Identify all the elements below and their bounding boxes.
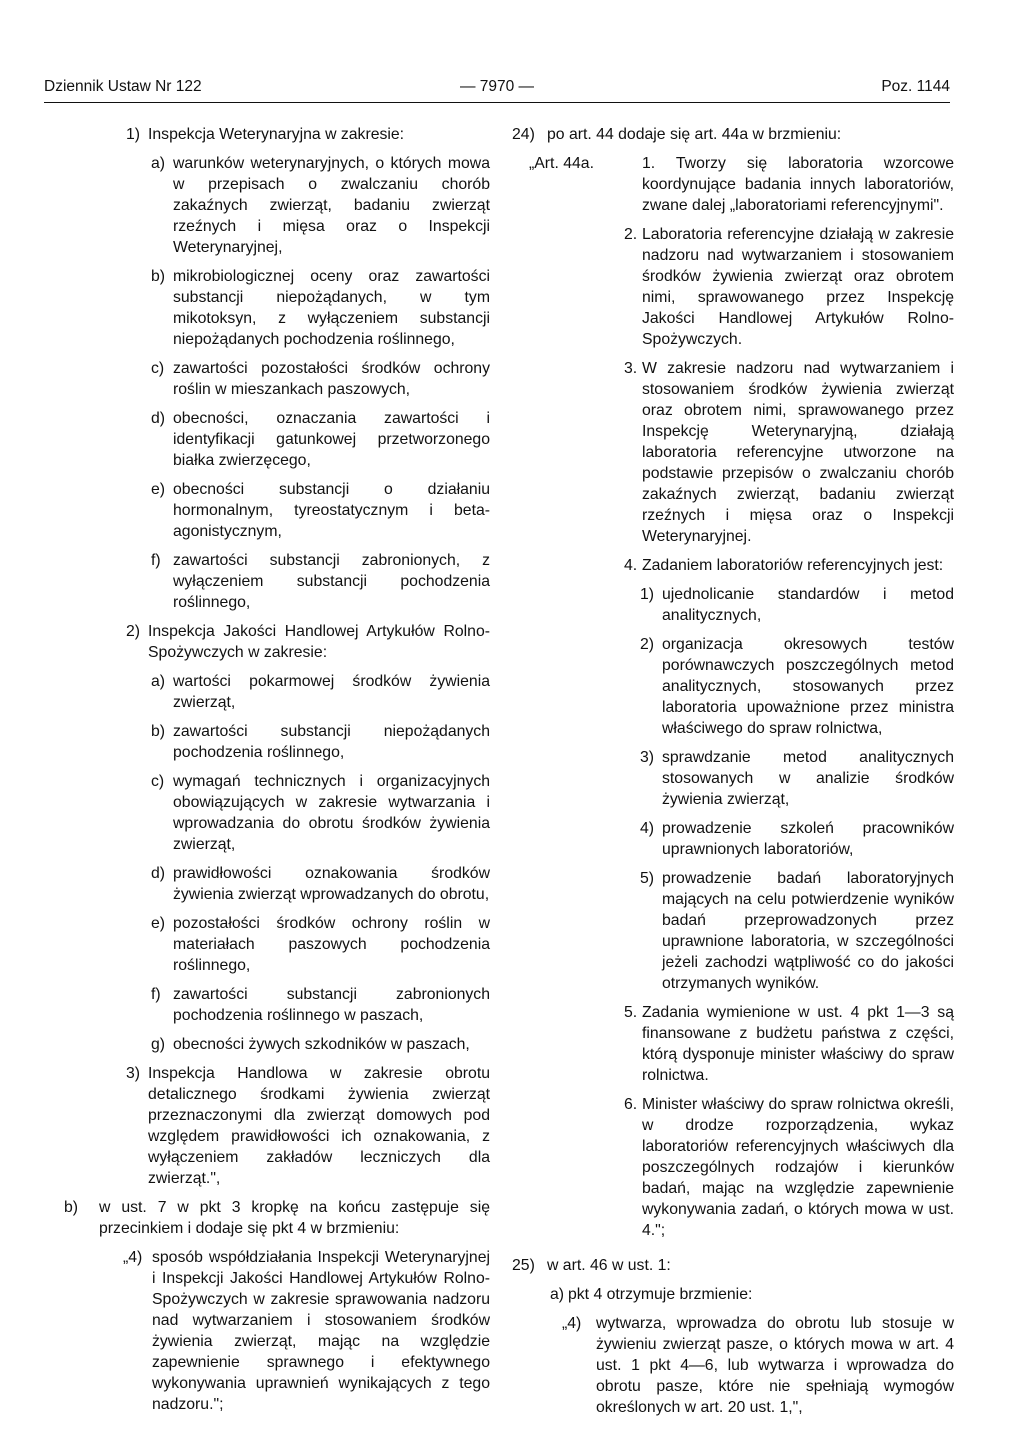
item-marker: b) bbox=[64, 1199, 79, 1216]
item-text: zawartości substancji zabronionych, z wyłączeniem substancji pochodzenia roślinnego, bbox=[173, 552, 490, 611]
article-text: 1. Tworzy się laboratoria wzorcowe koordynujące badania innych laboratoriów, zwane dalej „laboratoriami referencyjnymi". bbox=[642, 155, 954, 214]
item-text: Laboratoria referencyjne działają w zakresie nadzoru nad wytwarzaniem i stosowaniem środków żywienia zwierząt oraz obrotem nimi, sprawowanego przez Inspekcję Jakości Handlowej Artykułów Rolno-Spożywczych. bbox=[642, 226, 954, 348]
position-number: Poz. 1144 bbox=[881, 78, 950, 95]
article-44a-4 bbox=[512, 555, 954, 576]
item-marker: b) bbox=[151, 723, 166, 740]
list-item bbox=[64, 1034, 490, 1055]
item-text: Zadaniem laboratoriów referencyjnych jest: bbox=[642, 557, 944, 574]
item-marker: 4. bbox=[624, 557, 638, 574]
item-text: obecności żywych szkodników w paszach, bbox=[173, 1036, 470, 1053]
page-header bbox=[44, 76, 950, 103]
item-text: w ust. 7 w pkt 3 kropkę na końcu zastępuje się przecinkiem i dodaje się pkt 4 w brzmieniu: bbox=[99, 1199, 490, 1237]
list-item bbox=[64, 671, 490, 713]
item-text: pkt 4 otrzymuje brzmienie: bbox=[568, 1286, 753, 1303]
item-text: obecności substancji o działaniu hormonalnym, tyreostatycznym i beta-agonistycznym, bbox=[173, 481, 490, 540]
list-item bbox=[64, 358, 490, 400]
point-25 bbox=[512, 1255, 954, 1276]
article-44a-2 bbox=[512, 224, 954, 350]
item-text: Minister właściwy do spraw rolnictwa określi, w drodze rozporządzenia, wykaz laboratoriów referencyjnych właściwych dla poszczególnych rodzajów i kierunków badań, mając na względzie zapewnienie wykonywania zadań, o których mowa w ust. 4."; bbox=[642, 1096, 954, 1239]
list-item bbox=[64, 479, 490, 542]
item-text: wymagań technicznych i organizacyjnych obowiązujących w zakresie wytwarzania i wprowadzania do obrotu środków żywienia zwierząt, bbox=[173, 773, 490, 853]
item-marker: e) bbox=[151, 915, 166, 932]
item-marker: 2) bbox=[640, 636, 655, 653]
item-marker: 1) bbox=[640, 586, 655, 603]
page-number: — 7970 — bbox=[459, 78, 535, 95]
item-marker: b) bbox=[151, 268, 166, 285]
list-item bbox=[64, 984, 490, 1026]
item-marker: a) bbox=[550, 1286, 565, 1303]
quoted-point-4 bbox=[64, 1247, 490, 1415]
point-marker: 1) bbox=[126, 126, 141, 143]
article-44a-6 bbox=[512, 1094, 954, 1241]
list-item bbox=[64, 771, 490, 855]
item-marker: c) bbox=[151, 360, 165, 377]
item-text: wartości pokarmowej środków żywienia zwierząt, bbox=[173, 673, 490, 711]
item-text: zawartości pozostałości środków ochrony roślin w mieszankach paszowych, bbox=[173, 360, 490, 398]
item-text: Zadania wymienione w ust. 4 pkt 1—3 są finansowane z budżetu państwa z części, którą dysponuje minister właściwy do spraw rolnictwa. bbox=[642, 1004, 954, 1084]
item-marker: „4) bbox=[123, 1249, 143, 1266]
item-text: organizacja okresowych testów porównawczych poszczególnych metod analitycznych, stosowanych przez laboratoria upoważnione przez ministra właściwego do spraw rolnictwa, bbox=[662, 636, 954, 737]
item-text: warunków weterynaryjnych, o których mowa w przepisach o zwalczaniu chorób zakaźnych zwierząt, badaniu zwierząt rzeźnych i mięsa oraz o Inspekcji Weterynaryjnej, bbox=[173, 155, 490, 256]
point-text: po art. 44 dodaje się art. 44a w brzmieniu: bbox=[547, 126, 842, 143]
right-column bbox=[512, 124, 954, 1426]
list-item bbox=[64, 550, 490, 613]
item-marker: „4) bbox=[562, 1315, 582, 1332]
item-text: W zakresie nadzoru nad wytwarzaniem i stosowaniem środków żywienia zwierząt oraz obrotem nimi, sprawowanego przez Inspekcję Weterynaryjną, działają laboratoria referencyjne utworzone na podstawie przepisów o zwalczaniu chorób zakaźnych zwierząt, badaniu zwierząt rzeźnych i mięsa oraz o Inspekcji Weterynaryjnej. bbox=[642, 360, 954, 545]
list-item bbox=[64, 266, 490, 350]
list-item bbox=[512, 868, 954, 994]
amendment-b bbox=[64, 1197, 490, 1239]
point-text: w art. 46 w ust. 1: bbox=[547, 1257, 671, 1274]
item-text: prawidłowości oznakowania środków żywienia zwierząt wprowadzanych do obrotu, bbox=[173, 865, 490, 903]
item-text: mikrobiologicznej oceny oraz zawartości substancji niepożądanych, w tym mikotoksyn, z wyłączeniem substancji niepożądanych pochodzenia roślinnego, bbox=[173, 268, 490, 348]
amendment-a bbox=[512, 1284, 954, 1305]
list-item bbox=[64, 721, 490, 763]
point-1 bbox=[64, 124, 490, 145]
item-marker: d) bbox=[151, 410, 166, 427]
point-24 bbox=[512, 124, 954, 145]
point-text: Inspekcja Jakości Handlowej Artykułów Rolno-Spożywczych w zakresie: bbox=[148, 623, 490, 661]
point-marker: 2) bbox=[126, 623, 141, 640]
item-text: zawartości substancji niepożądanych pochodzenia roślinnego, bbox=[173, 723, 490, 761]
item-text: obecności, oznaczania zawartości i identyfikacji gatunkowej przetworzonego białka zwierzęcego, bbox=[173, 410, 490, 469]
item-marker: 3. bbox=[624, 360, 638, 377]
list-item bbox=[64, 863, 490, 905]
item-marker: c) bbox=[151, 773, 165, 790]
item-marker: g) bbox=[151, 1036, 166, 1053]
item-marker: 4) bbox=[640, 820, 655, 837]
point-marker: 3) bbox=[126, 1065, 141, 1082]
quoted-point-4 bbox=[512, 1313, 954, 1418]
article-44a-3 bbox=[512, 358, 954, 547]
item-marker: 5) bbox=[640, 870, 655, 887]
list-item bbox=[512, 634, 954, 739]
item-marker: a) bbox=[151, 155, 166, 172]
list-item bbox=[512, 818, 954, 860]
point-text: Inspekcja Handlowa w zakresie obrotu detalicznego środkami żywienia zwierząt przeznaczonymi dla zwierząt domowych pod względem prawidłowości ich oznakowania, z wyłączeniem zakładów leczniczych dla zwierząt.", bbox=[148, 1065, 490, 1187]
item-text: sposób współdziałania Inspekcji Weterynaryjnej i Inspekcji Jakości Handlowej Artykułów Rolno-Spożywczych w zakresie sprawowania nadzoru nad wytwarzaniem i stosowaniem środków żywienia zwierząt, mając na względzie zapewnienie sprawnego i efektywnego wykonywania uprawnień wynikających z tego nadzoru."; bbox=[152, 1249, 490, 1413]
item-text: prowadzenie szkoleń pracowników uprawnionych laboratoriów, bbox=[662, 820, 954, 858]
article-marker: „Art. 44a. bbox=[529, 155, 594, 172]
item-marker: 3) bbox=[640, 749, 655, 766]
item-text: zawartości substancji zabronionych pochodzenia roślinnego w paszach, bbox=[173, 986, 490, 1024]
list-item bbox=[64, 153, 490, 258]
article-44a-5 bbox=[512, 1002, 954, 1086]
item-text: pozostałości środków ochrony roślin w materiałach paszowych pochodzenia roślinnego, bbox=[173, 915, 490, 974]
item-marker: 2. bbox=[624, 226, 638, 243]
item-marker: e) bbox=[151, 481, 166, 498]
left-column bbox=[64, 124, 490, 1423]
item-text: sprawdzanie metod analitycznych stosowanych w analizie środków żywienia zwierząt, bbox=[662, 749, 954, 808]
item-text: ujednolicanie standardów i metod analitycznych, bbox=[662, 586, 954, 624]
point-2 bbox=[64, 621, 490, 663]
list-item bbox=[512, 584, 954, 626]
item-text: wytwarza, wprowadza do obrotu lub stosuje w żywieniu zwierząt pasze, o których mowa w art. 4 ust. 1 pkt 4—6, lub wytwarza i wprowadza do obrotu pasze, które nie spełniają wymogów określonych w art. 20 ust. 1,", bbox=[596, 1315, 954, 1416]
list-item bbox=[64, 913, 490, 976]
point-3 bbox=[64, 1063, 490, 1189]
item-marker: 6. bbox=[624, 1096, 638, 1113]
item-marker: d) bbox=[151, 865, 166, 882]
list-item bbox=[512, 747, 954, 810]
journal-title: Dziennik Ustaw Nr 122 bbox=[44, 78, 202, 95]
article-44a-1 bbox=[512, 153, 954, 216]
item-marker: f) bbox=[151, 552, 161, 569]
point-marker: 25) bbox=[512, 1257, 535, 1274]
item-text: prowadzenie badań laboratoryjnych mających na celu potwierdzenie wyników badań przeprowadzonych przez uprawnione laboratoria, w szczególności jeżeli zachodzi wątpliwość co do jakości otrzymanych wyników. bbox=[662, 870, 954, 992]
item-marker: a) bbox=[151, 673, 166, 690]
point-marker: 24) bbox=[512, 126, 535, 143]
list-item bbox=[64, 408, 490, 471]
item-marker: f) bbox=[151, 986, 161, 1003]
point-text: Inspekcja Weterynaryjna w zakresie: bbox=[148, 126, 405, 143]
item-marker: 5. bbox=[624, 1004, 638, 1021]
